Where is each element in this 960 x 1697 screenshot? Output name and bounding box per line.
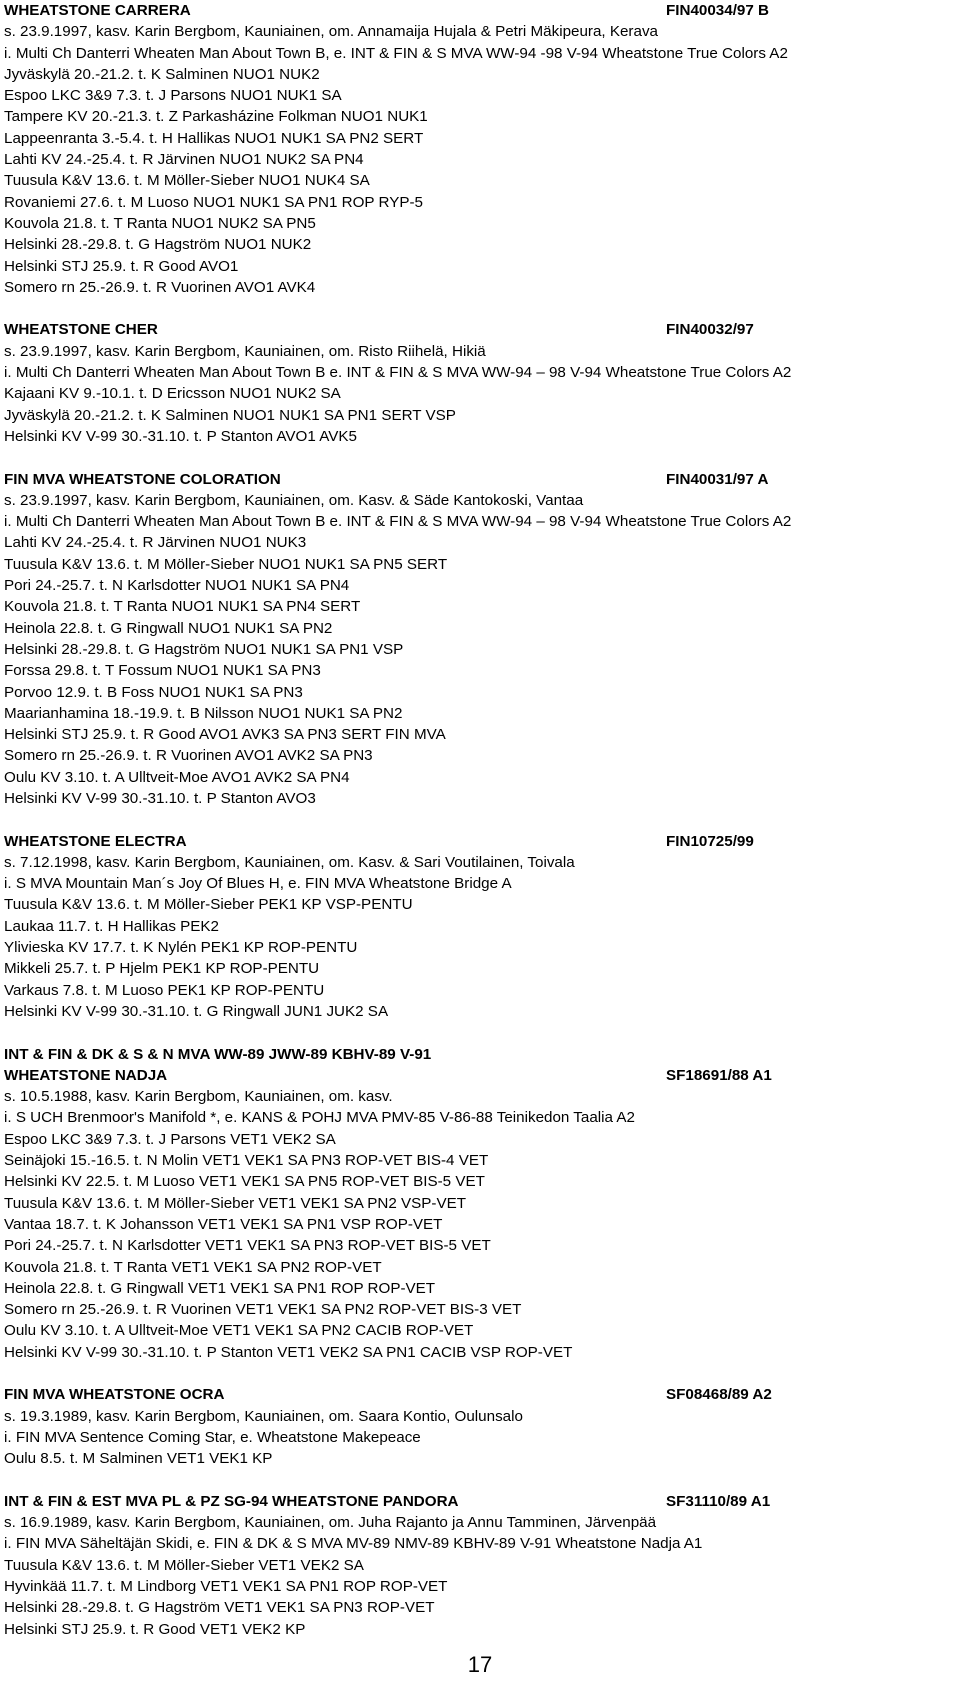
show-result: Oulu 8.5. t. M Salminen VET1 VEK1 KP [4, 1450, 273, 1468]
show-result: Heinola 22.8. t. G Ringwall VET1 VEK1 SA PN1 ROP ROP-VET [4, 1279, 436, 1297]
show-result: Somero rn 25.-26.9. t. R Vuorinen AVO1 AVK2 SA PN3 [4, 747, 373, 765]
dog-name: WHEATSTONE CARRERA [4, 2, 191, 19]
show-result: Jyväskylä 20.-21.2. t. K Salminen NUO1 NUK1 SA PN1 SERT VSP [4, 406, 456, 424]
show-result: Tampere KV 20.-21.3. t. Z Parkasházine Folkman NUO1 NUK1 [4, 108, 428, 126]
parents-line: i. FIN MVA Sentence Coming Star, e. Wheatstone Makepeace [4, 1428, 421, 1446]
breeding-line: s. 7.12.1998, kasv. Karin Bergbom, Kauniainen, om. Kasv. & Sari Voutilainen, Toivala [4, 853, 575, 871]
registration-number: FIN40032/97 [666, 321, 754, 339]
show-result: Somero rn 25.-26.9. t. R Vuorinen AVO1 AVK4 [4, 278, 316, 296]
dog-name: FIN MVA WHEATSTONE OCRA [4, 1386, 225, 1404]
show-result: Helsinki KV V-99 30.-31.10. t. P Stanton AVO3 [4, 789, 316, 807]
dog-name: FIN MVA WHEATSTONE COLORATION [4, 470, 281, 488]
entry-heading [4, 1065, 786, 1086]
registration-number: FIN40034/97 B [666, 2, 769, 19]
dog-name: INT & FIN & EST MVA PL & PZ SG-94 WHEATSTONE PANDORA [4, 1492, 459, 1510]
show-result: Heinola 22.8. t. G Ringwall NUO1 NUK1 SA PN2 [4, 619, 333, 637]
registration-number: SF08468/89 A2 [666, 1386, 772, 1404]
document-page [4, 0, 956, 1640]
registration-number: FIN40031/97 A [666, 470, 769, 488]
show-result: Hyvinkää 11.7. t. M Lindborg VET1 VEK1 SA PN1 ROP ROP-VET [4, 1577, 448, 1595]
show-result: Lahti KV 24.-25.4. t. R Järvinen NUO1 NUK2 SA PN4 [4, 151, 364, 169]
breeding-line: s. 10.5.1988, kasv. Karin Bergbom, Kauniainen, om. kasv. [4, 1088, 393, 1106]
registration-number: SF18691/88 A1 [666, 1066, 772, 1084]
parents-line: i. S MVA Mountain Man´s Joy Of Blues H, e. FIN MVA Wheatstone Bridge A [4, 875, 512, 893]
show-result: Forssa 29.8. t. T Fossum NUO1 NUK1 SA PN3 [4, 662, 321, 680]
parents-line: i. Multi Ch Danterri Wheaten Man About Town B e. INT & FIN & S MVA WW-94 – 98 V-94 Wheatstone True Colors A2 [4, 364, 792, 382]
show-result: Somero rn 25.-26.9. t. R Vuorinen VET1 VEK1 SA PN2 ROP-VET BIS-3 VET [4, 1301, 522, 1319]
title-group: INT & FIN & DK & S & N MVA WW-89 JWW-89 KBHV-89 V-91 [4, 1045, 432, 1063]
show-result: Helsinki KV V-99 30.-31.10. t. P Stanton AVO1 AVK5 [4, 427, 357, 445]
dog-name: WHEATSTONE NADJA [4, 1066, 168, 1084]
parents-line: i. Multi Ch Danterri Wheaten Man About Town B e. INT & FIN & S MVA WW-94 – 98 V-94 Wheatstone True Colors A2 [4, 513, 792, 531]
show-result: Kouvola 21.8. t. T Ranta NUO1 NUK2 SA PN5 [4, 214, 316, 232]
dog-entry [4, 319, 956, 447]
registration-number: FIN10725/99 [666, 832, 754, 850]
entry-heading [4, 469, 786, 490]
show-result: Helsinki STJ 25.9. t. R Good VET1 VEK2 KP [4, 1620, 306, 1638]
show-result: Tuusula K&V 13.6. t. M Möller-Sieber VET1 VEK1 SA PN2 VSP-VET [4, 1194, 467, 1212]
show-result: Tuusula K&V 13.6. t. M Möller-Sieber PEK1 KP VSP-PENTU [4, 896, 413, 914]
show-result: Helsinki KV V-99 30.-31.10. t. G Ringwall JUN1 JUK2 SA [4, 1002, 389, 1020]
spacer [4, 1022, 956, 1043]
show-result: Oulu KV 3.10. t. A Ulltveit-Moe VET1 VEK1 SA PN2 CACIB ROP-VET [4, 1322, 474, 1340]
breeding-line: s. 23.9.1997, kasv. Karin Bergbom, Kauniainen, om. Risto Riihelä, Hikiä [4, 342, 486, 360]
show-result: Kouvola 21.8. t. T Ranta VET1 VEK1 SA PN2 ROP-VET [4, 1258, 382, 1276]
entry-heading [4, 0, 786, 21]
show-result: Helsinki KV V-99 30.-31.10. t. P Stanton VET1 VEK2 SA PN1 CACIB VSP ROP-VET [4, 1343, 573, 1361]
entry-heading [4, 831, 786, 852]
show-result: Mikkeli 25.7. t. P Hjelm PEK1 KP ROP-PENTU [4, 960, 320, 978]
spacer [4, 1363, 956, 1384]
parents-line: i. S UCH Brenmoor's Manifold *, e. KANS & POHJ MVA PMV-85 V-86-88 Teinikedon Taalia A2 [4, 1109, 635, 1127]
show-result: Vantaa 18.7. t. K Johansson VET1 VEK1 SA PN1 VSP ROP-VET [4, 1215, 443, 1233]
dog-name: WHEATSTONE ELECTRA [4, 832, 187, 850]
show-result: Espoo LKC 3&9 7.3. t. J Parsons NUO1 NUK1 SA [4, 87, 342, 105]
show-result: Seinäjoki 15.-16.5. t. N Molin VET1 VEK1 SA PN3 ROP-VET BIS-4 VET [4, 1152, 489, 1170]
show-result: Espoo LKC 3&9 7.3. t. J Parsons VET1 VEK2 SA [4, 1130, 336, 1148]
spacer [4, 447, 956, 468]
dog-entry [4, 1384, 956, 1469]
show-result: Helsinki 28.-29.8. t. G Hagström VET1 VEK1 SA PN3 ROP-VET [4, 1599, 435, 1617]
dog-entry [4, 1044, 956, 1363]
show-result: Jyväskylä 20.-21.2. t. K Salminen NUO1 NUK2 [4, 65, 320, 83]
breeding-line: s. 19.3.1989, kasv. Karin Bergbom, Kauniainen, om. Saara Kontio, Oulunsalo [4, 1407, 523, 1425]
spacer [4, 1469, 956, 1490]
show-result: Lappeenranta 3.-5.4. t. H Hallikas NUO1 NUK1 SA PN2 SERT [4, 129, 424, 147]
spacer [4, 809, 956, 830]
show-result: Kajaani KV 9.-10.1. t. D Ericsson NUO1 NUK2 SA [4, 385, 341, 403]
page-number: 17 [467, 1652, 493, 1677]
show-result: Pori 24.-25.7. t. N Karlsdotter NUO1 NUK1 SA PN4 [4, 577, 350, 595]
show-result: Helsinki 28.-29.8. t. G Hagström NUO1 NUK1 SA PN1 VSP [4, 640, 404, 658]
show-result: Helsinki 28.-29.8. t. G Hagström NUO1 NUK2 [4, 236, 312, 254]
show-result: Pori 24.-25.7. t. N Karlsdotter VET1 VEK1 SA PN3 ROP-VET BIS-5 VET [4, 1237, 491, 1255]
dog-entry [4, 469, 956, 810]
breeding-line: s. 23.9.1997, kasv. Karin Bergbom, Kauniainen, om. Annamaija Hujala & Petri Mäkipeura, Kerava [4, 23, 658, 41]
dog-name: WHEATSTONE CHER [4, 321, 158, 339]
show-result: Kouvola 21.8. t. T Ranta NUO1 NUK1 SA PN4 SERT [4, 598, 361, 616]
show-result: Porvoo 12.9. t. B Foss NUO1 NUK1 SA PN3 [4, 683, 303, 701]
entry-heading [4, 1491, 786, 1512]
show-result: Tuusula K&V 13.6. t. M Möller-Sieber NUO1 NUK1 SA PN5 SERT [4, 555, 448, 573]
show-result: Rovaniemi 27.6. t. M Luoso NUO1 NUK1 SA PN1 ROP RYP-5 [4, 193, 423, 211]
spacer [4, 298, 956, 319]
show-result: Helsinki STJ 25.9. t. R Good AVO1 AVK3 SA PN3 SERT FIN MVA [4, 726, 446, 744]
show-result: Maarianhamina 18.-19.9. t. B Nilsson NUO1 NUK1 SA PN2 [4, 704, 403, 722]
show-result: Laukaa 11.7. t. H Hallikas PEK2 [4, 917, 219, 935]
dog-entry [4, 831, 956, 1023]
show-result: Tuusula K&V 13.6. t. M Möller-Sieber NUO1 NUK4 SA [4, 172, 370, 190]
dog-entry [4, 0, 956, 298]
parents-line: i. Multi Ch Danterri Wheaten Man About Town B, e. INT & FIN & S MVA WW-94 -98 V-94 Wheatstone True Colors A2 [4, 44, 788, 62]
registration-number: SF31110/89 A1 [666, 1492, 771, 1510]
show-result: Lahti KV 24.-25.4. t. R Järvinen NUO1 NUK3 [4, 534, 307, 552]
show-result: Oulu KV 3.10. t. A Ulltveit-Moe AVO1 AVK2 SA PN4 [4, 768, 350, 786]
breeding-line: s. 23.9.1997, kasv. Karin Bergbom, Kauniainen, om. Kasv. & Säde Kantokoski, Vantaa [4, 491, 584, 509]
show-result: Helsinki STJ 25.9. t. R Good AVO1 [4, 257, 239, 275]
breeding-line: s. 16.9.1989, kasv. Karin Bergbom, Kauniainen, om. Juha Rajanto ja Annu Tamminen, Järvenpää [4, 1514, 657, 1532]
show-result: Helsinki KV 22.5. t. M Luoso VET1 VEK1 SA PN5 ROP-VET BIS-5 VET [4, 1173, 485, 1191]
dog-entry [4, 1491, 956, 1640]
show-result: Ylivieska KV 17.7. t. K Nylén PEK1 KP ROP-PENTU [4, 939, 358, 957]
entry-heading [4, 1384, 786, 1405]
entry-heading [4, 319, 786, 340]
parents-line: i. FIN MVA Säheltäjän Skidi, e. FIN & DK & S MVA MV-89 NMV-89 KBHV-89 V-91 Wheatstone Nadja A1 [4, 1535, 703, 1553]
show-result: Tuusula K&V 13.6. t. M Möller-Sieber VET1 VEK2 SA [4, 1556, 364, 1574]
show-result: Varkaus 7.8. t. M Luoso PEK1 KP ROP-PENTU [4, 981, 325, 999]
